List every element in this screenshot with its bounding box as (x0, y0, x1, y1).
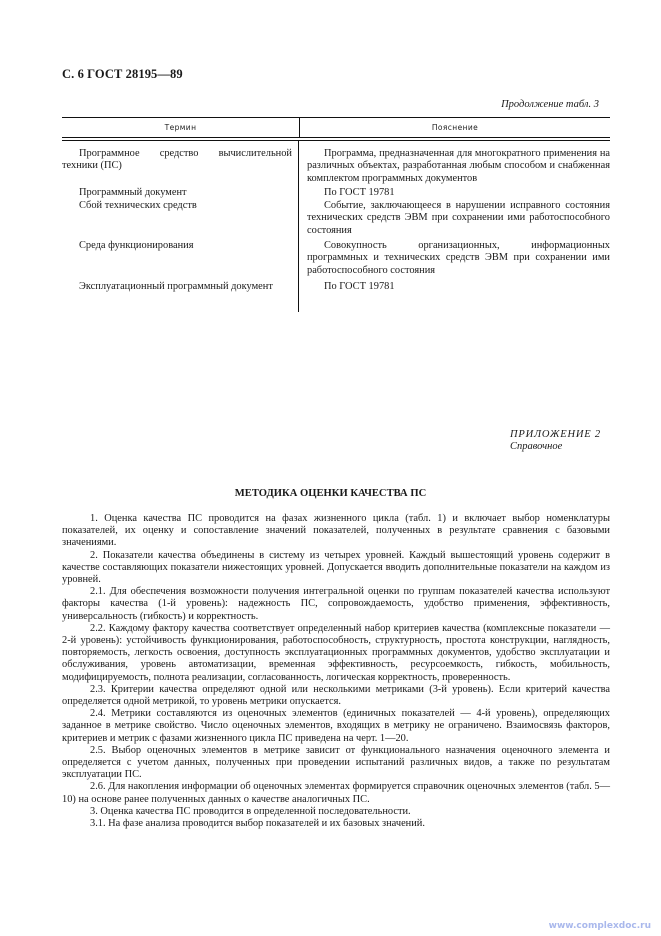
section-title: МЕТОДИКА ОЦЕНКИ КАЧЕСТВА ПС (234, 488, 427, 499)
table-row-term: Сбой технических средств (79, 200, 197, 211)
appendix-title: ПРИЛОЖЕНИЕ 2 (510, 429, 601, 440)
appendix-label (510, 429, 601, 453)
table-row-term: Программное средство вычислительной техники (ПС) (62, 148, 292, 172)
table-row-explanation: Программа, предназначенная для многократного применения на различных объектах, разработанная любым способом и снабженная комплектом программных документов (307, 148, 610, 184)
paragraph: 2.3. Критерии качества определяют одной или несколькими метриками (3-й уровень). Если критерий качества определяется одной метрикой, то уровень метрики опускается. (62, 683, 610, 708)
table-row-term: Эксплуатационный программный документ (79, 281, 273, 292)
paragraph: 3.1. На фазе анализа проводится выбор показателей и их базовых значений. (90, 818, 425, 830)
table-row-term: Программный документ (79, 187, 187, 198)
column-header-explanation: Пояснение (431, 123, 479, 132)
section-body (62, 513, 610, 830)
table-row-explanation: По ГОСТ 19781 (324, 281, 395, 292)
source-watermark-link[interactable]: www.complexdoc.ru (548, 921, 651, 931)
table-row-explanation: По ГОСТ 19781 (324, 187, 395, 198)
column-header-term: Термин (62, 118, 300, 137)
paragraph: 2.6. Для накопления информации об оценочных элементах формируется справочник оценочных элементов (табл. 5—10) на основе ранее полученных данных о качестве аналогичных ПС. (62, 781, 610, 805)
table-row-explanation: Совокупность организационных, информационных программных и технических средств ЭВМ при сохранении ими работоспособного состояния (307, 240, 610, 276)
table-row-term: Среда функционирования (79, 240, 194, 251)
page-header: С. 6 ГОСТ 28195—89 (62, 67, 183, 81)
paragraph: 2.2. Каждому фактору качества соответствует определенный набор критериев качества (комплексные показатели — 2-й уровень): устойчивость функционирования, работоспособность, структурность, простота конструкции, наглядность, повторяемость, легкость освоения, доступность эксплуатационных программных документов, удобство эксплуатации и обслуживания, уровень автоматизации, временная эффективность, ресурсоемкость, гибкость, мобильность, модифицируемость, полнота реализации, согласованность, логическая корректность, проверенность. (62, 622, 610, 683)
table-header-row (62, 118, 610, 138)
paragraph: 2.4. Метрики составляются из оценочных элементов (единичных показателей — 4-й уровень), определяющих заданное в метрике свойство. Число оценочных элементов, входящих в метрику не ограничено. Взаимосвязь факторов, критериев и метрик с фазами жизненного цикла ПС приведена на черт. 1—20. (62, 708, 610, 744)
table-continuation-label: Продолжение табл. 3 (501, 99, 599, 110)
appendix-subtitle: Справочное (510, 441, 563, 452)
paragraph: 1. Оценка качества ПС проводится на фазах жизненного цикла (табл. 1) и включает выбор номенклатуры показателей, их оценку и сопоставление значений показателей, полученных в результате сравнения с базовыми значениями. (62, 513, 610, 549)
paragraph: 2. Показатели качества объединены в систему из четырех уровней. Каждый вышестоящий уровень содержит в качестве составляющих показатели нижестоящих уровней. Допускается вводить дополнительные показатели на каждом из уровней. (62, 549, 610, 586)
paragraph: 2.5. Выбор оценочных элементов в метрике зависит от функционального назначения оценочного элемента и определяется с учетом данных, полученных при проведении испытаний различных видов, а также по результатам эксплуатации ПС. (62, 744, 610, 781)
paragraph: 2.1. Для обеспечения возможности получения интегральной оценки по группам показателей качества используют факторы качества (1-й уровень): надежность ПС, сопровождаемость, удобство применения, эффективность, универсальность (гибкость) и корректность. (62, 586, 610, 622)
paragraph: 3. Оценка качества ПС проводится в определенной последовательности. (90, 805, 411, 817)
table-row-explanation: Событие, заключающееся в нарушении исправного состояния технических средств ЭВМ при сохранении ими работоспособного состояния (307, 200, 610, 236)
